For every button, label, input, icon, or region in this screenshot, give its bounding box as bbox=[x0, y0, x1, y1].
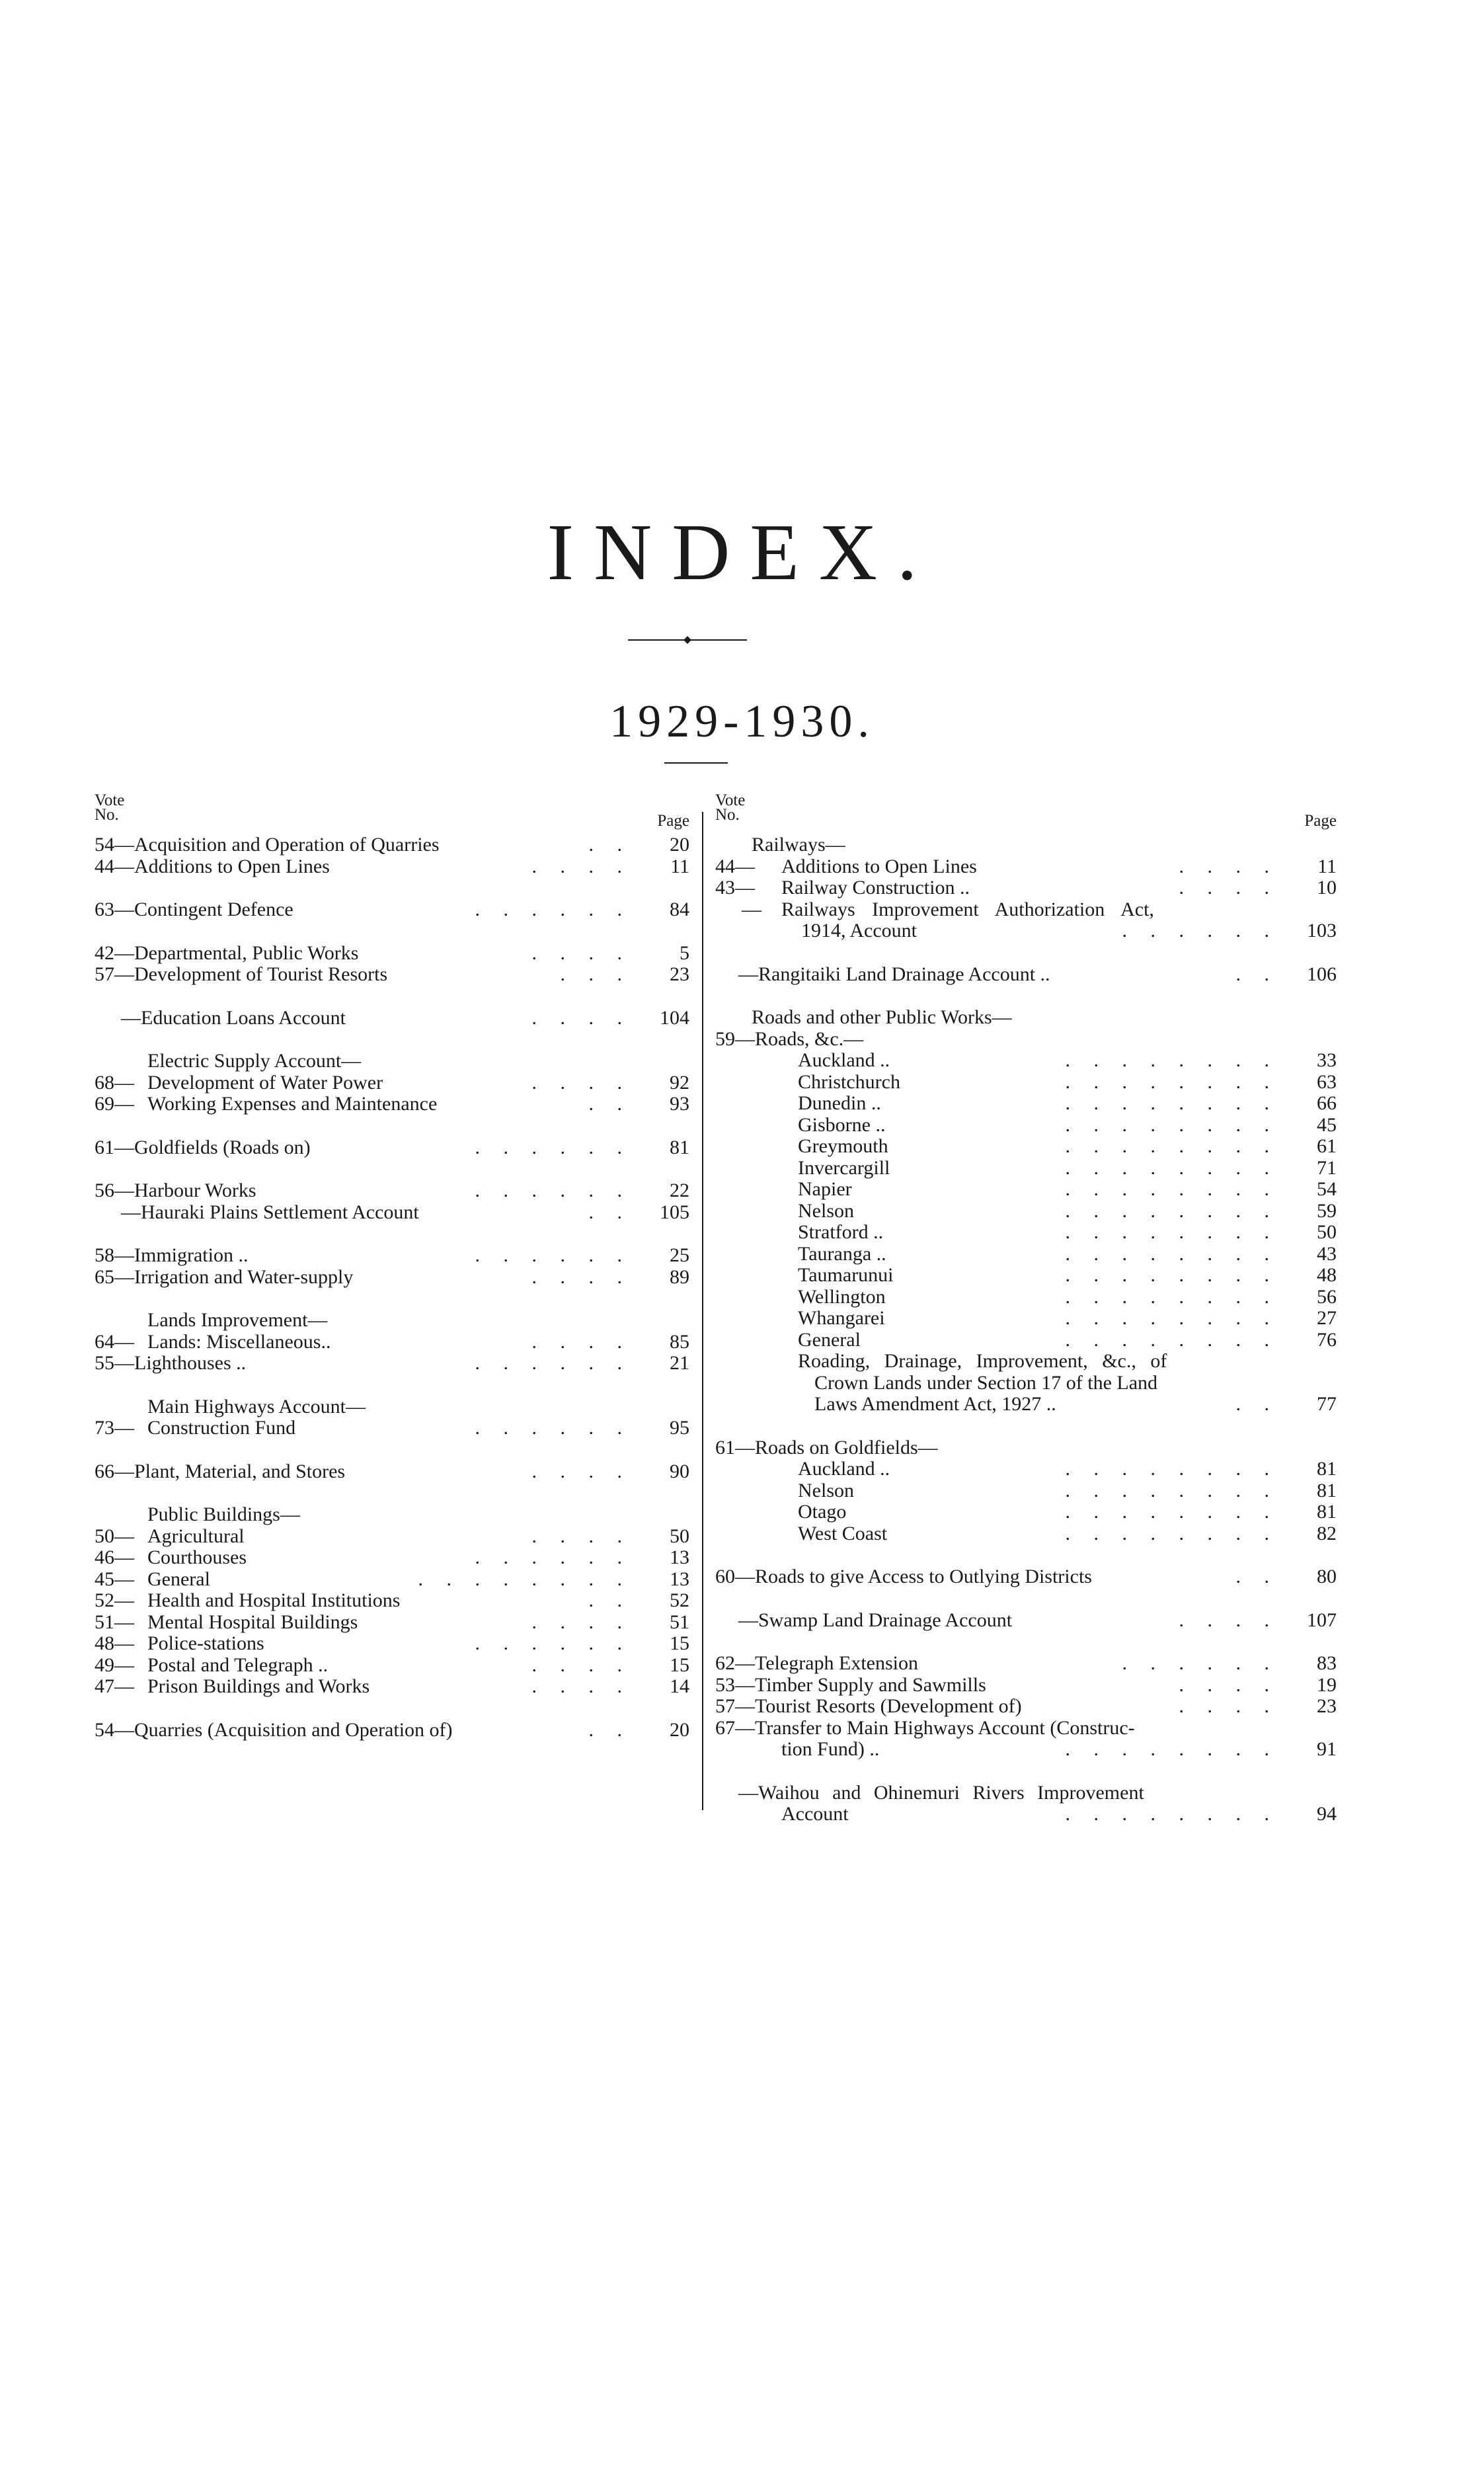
index-entry: 73— Construction Fund . . . . . . 95 bbox=[95, 1417, 689, 1439]
index-entry: General . . . . . . . . 76 bbox=[798, 1328, 1337, 1351]
index-entry: 58— Immigration .. . . . . . . 25 bbox=[95, 1244, 689, 1266]
index-entry: — Hauraki Plains Settlement Account . . 105 bbox=[121, 1201, 689, 1223]
index-entry: 63— Contingent Defence . . . . . . 84 bbox=[95, 899, 689, 920]
index-entry: 57— Development of Tourist Resorts . . . 23 bbox=[95, 963, 689, 985]
index-entry: Dunedin .. . . . . . . . . 66 bbox=[798, 1092, 1337, 1114]
index-entry: 52— Health and Hospital Institutions . . 52 bbox=[95, 1589, 689, 1611]
index-entry: 44— Additions to Open Lines . . . . 11 bbox=[95, 855, 689, 877]
index-entry: 54— Acquisition and Operation of Quarries . . 20 bbox=[95, 834, 689, 856]
index-entry: 42— Departmental, Public Works . . . . 5 bbox=[95, 941, 689, 964]
index-entry: Whangarei . . . . . . . . 27 bbox=[798, 1307, 1337, 1329]
no-label: No. bbox=[95, 806, 119, 824]
index-entry: 61— Goldfields (Roads on) . . . . . . 81 bbox=[95, 1136, 689, 1158]
index-entry: 53— Timber Supply and Sawmills . . . . 19 bbox=[715, 1673, 1337, 1696]
column-header bbox=[95, 793, 689, 834]
section-heading: 59—Roads, &c.— bbox=[715, 1027, 864, 1050]
index-entry: — Swamp Land Drainage Account . . . . 107 bbox=[738, 1609, 1337, 1631]
index-entry: — Railways Improvement Authorization Act, bbox=[742, 898, 1154, 920]
index-entry: Nelson . . . . . . . . 59 bbox=[798, 1199, 1337, 1222]
index-entry: Crown Lands under Section 17 of the Land bbox=[814, 1371, 1158, 1394]
index-entry: 54— Quarries (Acquisition and Operation of) . . 20 bbox=[95, 1718, 689, 1741]
index-entry: Wellington . . . . . . . . 56 bbox=[798, 1285, 1337, 1308]
no-label: No. bbox=[715, 806, 740, 824]
index-entry: 1914, Account . . . . . . 103 bbox=[801, 920, 1337, 941]
index-entry: Taumarunui . . . . . . . . 48 bbox=[798, 1264, 1337, 1286]
index-entry: 56— Harbour Works . . . . . . 22 bbox=[95, 1179, 689, 1201]
index-entry: 69— Working Expenses and Maintenance . . 93 bbox=[95, 1093, 689, 1115]
index-entry: 46— Courthouses . . . . . . 13 bbox=[95, 1546, 689, 1568]
index-entry: 45— General . . . . . . . . 13 bbox=[95, 1568, 689, 1590]
section-heading: Electric Supply Account— bbox=[147, 1050, 362, 1072]
index-entry: 64— Lands: Miscellaneous.. . . . . 85 bbox=[95, 1330, 689, 1353]
ornament-divider bbox=[621, 633, 754, 647]
index-entry: —Waihou and Ohinemuri Rivers Improvement bbox=[738, 1781, 1144, 1804]
index-entry: 66— Plant, Material, and Stores . . . . 90 bbox=[95, 1460, 689, 1482]
index-entry: 49— Postal and Telegraph .. . . . . 15 bbox=[95, 1654, 689, 1676]
index-entry: tion Fund) .. . . . . . . . . 91 bbox=[781, 1738, 1337, 1760]
column-divider bbox=[702, 812, 703, 1810]
index-entry: 68— Development of Water Power . . . . 92 bbox=[95, 1071, 689, 1094]
page-title: INDEX. bbox=[547, 508, 937, 597]
index-entry: 44— Additions to Open Lines . . . . 11 bbox=[715, 855, 1337, 877]
index-entry: West Coast . . . . . . . . 82 bbox=[798, 1522, 1337, 1544]
section-heading: Public Buildings— bbox=[147, 1503, 300, 1525]
index-entry: Roading, Drainage, Improvement, &c., of bbox=[798, 1350, 1167, 1372]
section-heading: Railways— bbox=[752, 834, 845, 856]
index-entry: Invercargill . . . . . . . . 71 bbox=[798, 1156, 1337, 1179]
index-entry: 50— Agricultural . . . . 50 bbox=[95, 1525, 689, 1547]
index-entry: 60— Roads to give Access to Outlying Districts . . 80 bbox=[715, 1566, 1337, 1587]
index-entry: Auckland .. . . . . . . . . 33 bbox=[798, 1049, 1337, 1071]
goldfields-list bbox=[715, 1458, 1337, 1544]
index-entry: 62— Telegraph Extension . . . . . . 83 bbox=[715, 1652, 1337, 1674]
index-left-column bbox=[95, 793, 689, 1741]
index-entry: — Education Loans Account . . . . 104 bbox=[121, 1006, 689, 1029]
column-header bbox=[715, 793, 1337, 834]
page-label: Page bbox=[657, 812, 689, 830]
index-entry: 55— Lighthouses .. . . . . . . 21 bbox=[95, 1352, 689, 1374]
section-heading: Lands Improvement— bbox=[147, 1309, 328, 1331]
section-heading: 61—Roads on Goldfields— bbox=[715, 1436, 938, 1458]
index-entry: Account . . . . . . . . 94 bbox=[781, 1803, 1337, 1825]
index-entry: 47— Prison Buildings and Works . . . . 14 bbox=[95, 1675, 689, 1697]
index-right-column bbox=[715, 793, 1337, 1825]
index-entry: 57— Tourist Resorts (Development of) . . . . 23 bbox=[715, 1695, 1337, 1717]
roads-list bbox=[715, 1050, 1337, 1351]
index-entry: Christchurch . . . . . . . . 63 bbox=[798, 1070, 1337, 1093]
index-entry: Auckland .. . . . . . . . . 81 bbox=[798, 1458, 1337, 1480]
year-rule bbox=[664, 762, 728, 764]
index-entry: 65— Irrigation and Water-supply . . . . 89 bbox=[95, 1265, 689, 1288]
vote-label: Vote bbox=[95, 791, 125, 809]
index-entry: Laws Amendment Act, 1927 .. . . 77 bbox=[814, 1393, 1337, 1415]
index-entry: Nelson . . . . . . . . 81 bbox=[798, 1479, 1337, 1501]
index-entry: Napier . . . . . . . . 54 bbox=[798, 1178, 1337, 1200]
index-entry: Otago . . . . . . . . 81 bbox=[798, 1501, 1337, 1523]
index-entry: Stratford .. . . . . . . . . 50 bbox=[798, 1221, 1337, 1243]
year-range: 1929-1930. bbox=[609, 696, 875, 747]
index-entry: 43— Railway Construction .. . . . . 10 bbox=[715, 877, 1337, 899]
page-label: Page bbox=[1304, 812, 1337, 830]
section-heading: Main Highways Account— bbox=[147, 1395, 366, 1418]
index-entry: 51— Mental Hospital Buildings . . . . 51 bbox=[95, 1611, 689, 1633]
index-entry: 48— Police-stations . . . . . . 15 bbox=[95, 1632, 689, 1654]
index-entry: 67—Transfer to Main Highways Account (Construc- bbox=[715, 1716, 1135, 1739]
index-entry: Greymouth . . . . . . . . 61 bbox=[798, 1135, 1337, 1157]
index-entry: — Rangitaiki Land Drainage Account .. . . 106 bbox=[738, 963, 1337, 985]
index-entry: Tauranga .. . . . . . . . . 43 bbox=[798, 1242, 1337, 1265]
index-entry: Gisborne .. . . . . . . . . 45 bbox=[798, 1113, 1337, 1136]
section-heading: Roads and other Public Works— bbox=[752, 1006, 1012, 1028]
vote-label: Vote bbox=[715, 791, 746, 809]
